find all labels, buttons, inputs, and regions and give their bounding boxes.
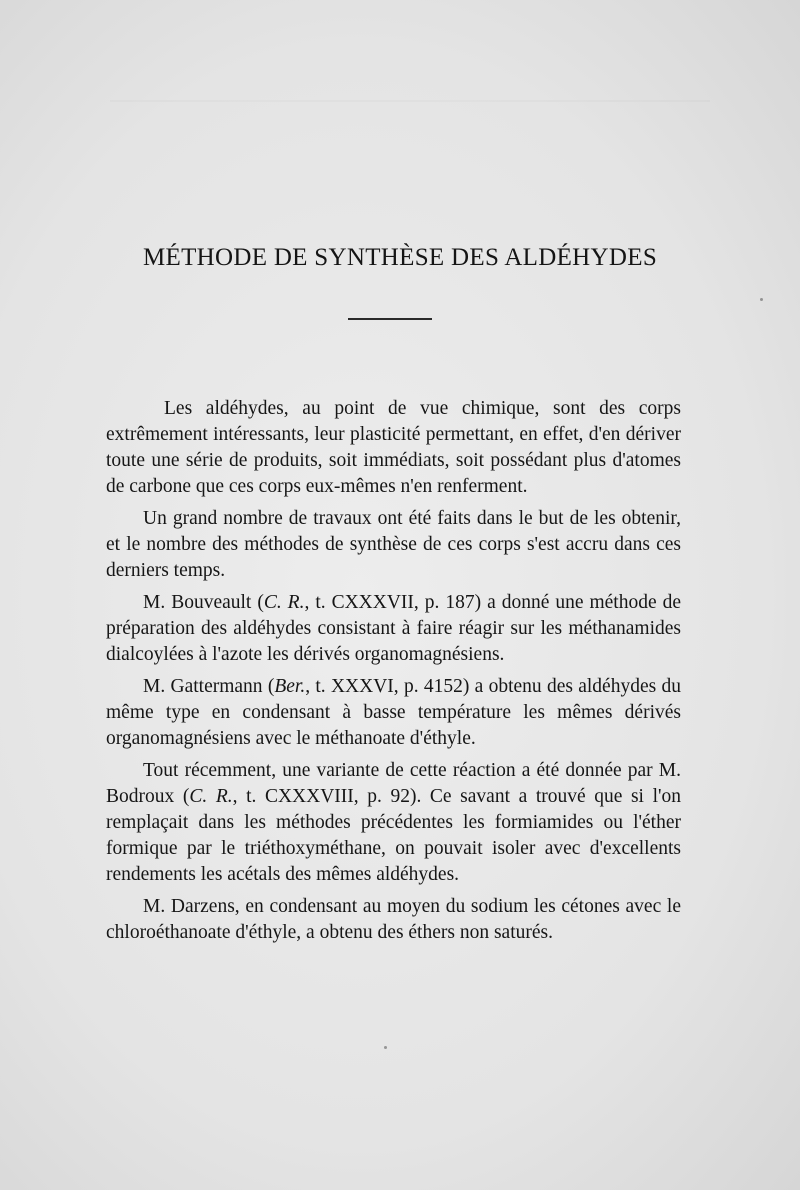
citation-journal: C. R.	[263, 592, 305, 613]
paragraph-darzens: M. Darzens, en condensant au moyen du sodium les cétones avec le chloroéthanoate d'éthyle, a obtenu des éthers non saturés.	[106, 896, 681, 943]
paragraph-text: , t. CXXXVIII, p. 92). Ce savant a trouvé que si l'on remplaçait dans les méthodes précédentes les formiamides ou l'éther formique par le triéthoxyméthane, on pouvait isoler avec d'excellents rendements les acétals des mêmes aldéhydes.	[106, 786, 681, 885]
paragraph-text: , t. CXXXVII, p. 187) a donné une méthode de préparation des aldéhydes consistant à faire réagir sur les méthanamides dialcoylées à l'azote les dérivés organomagnésiens.	[106, 592, 682, 665]
body-text	[106, 396, 681, 946]
bleed-through-shadow	[110, 100, 710, 102]
page-title: MÉTHODE DE SYNTHÈSE DES ALDÉHYDES	[142, 244, 658, 271]
paragraph-gattermann	[106, 674, 681, 752]
title-divider	[348, 318, 432, 320]
paragraph-bodroux	[106, 758, 681, 888]
paper-speck	[760, 298, 763, 301]
paper-speck	[384, 1046, 387, 1049]
citation-journal: Ber.	[274, 676, 306, 697]
paragraph-bouveault	[106, 590, 681, 668]
citation-journal: C. R.	[189, 786, 233, 807]
paragraph-text: M. Bouveault (	[143, 592, 264, 613]
paragraph-text: , t. XXXVI, p. 4152) a obtenu des aldéhydes du même type en condensant à basse température les mêmes dérivés organomagnésiens avec le méthanoate d'éthyle.	[106, 676, 681, 749]
paragraph-text: M. Gattermann (	[143, 676, 275, 697]
paragraph-intro: Les aldéhydes, au point de vue chimique, sont des corps extrêmement intéressants, leur plasticité permettant, en effet, d'en dériver toute une série de produits, soit immédiats, soit possédant plus d'atomes de carbone que ces corps eux-mêmes n'en renferment.	[106, 398, 681, 497]
paragraph-text: Tout récemment, une variante de cette réaction a été donnée par M. Bodroux (	[106, 760, 681, 807]
paragraph-methods: Un grand nombre de travaux ont été faits dans le but de les obtenir, et le nombre des méthodes de synthèse de ces corps s'est accru dans ces derniers temps.	[106, 508, 681, 581]
